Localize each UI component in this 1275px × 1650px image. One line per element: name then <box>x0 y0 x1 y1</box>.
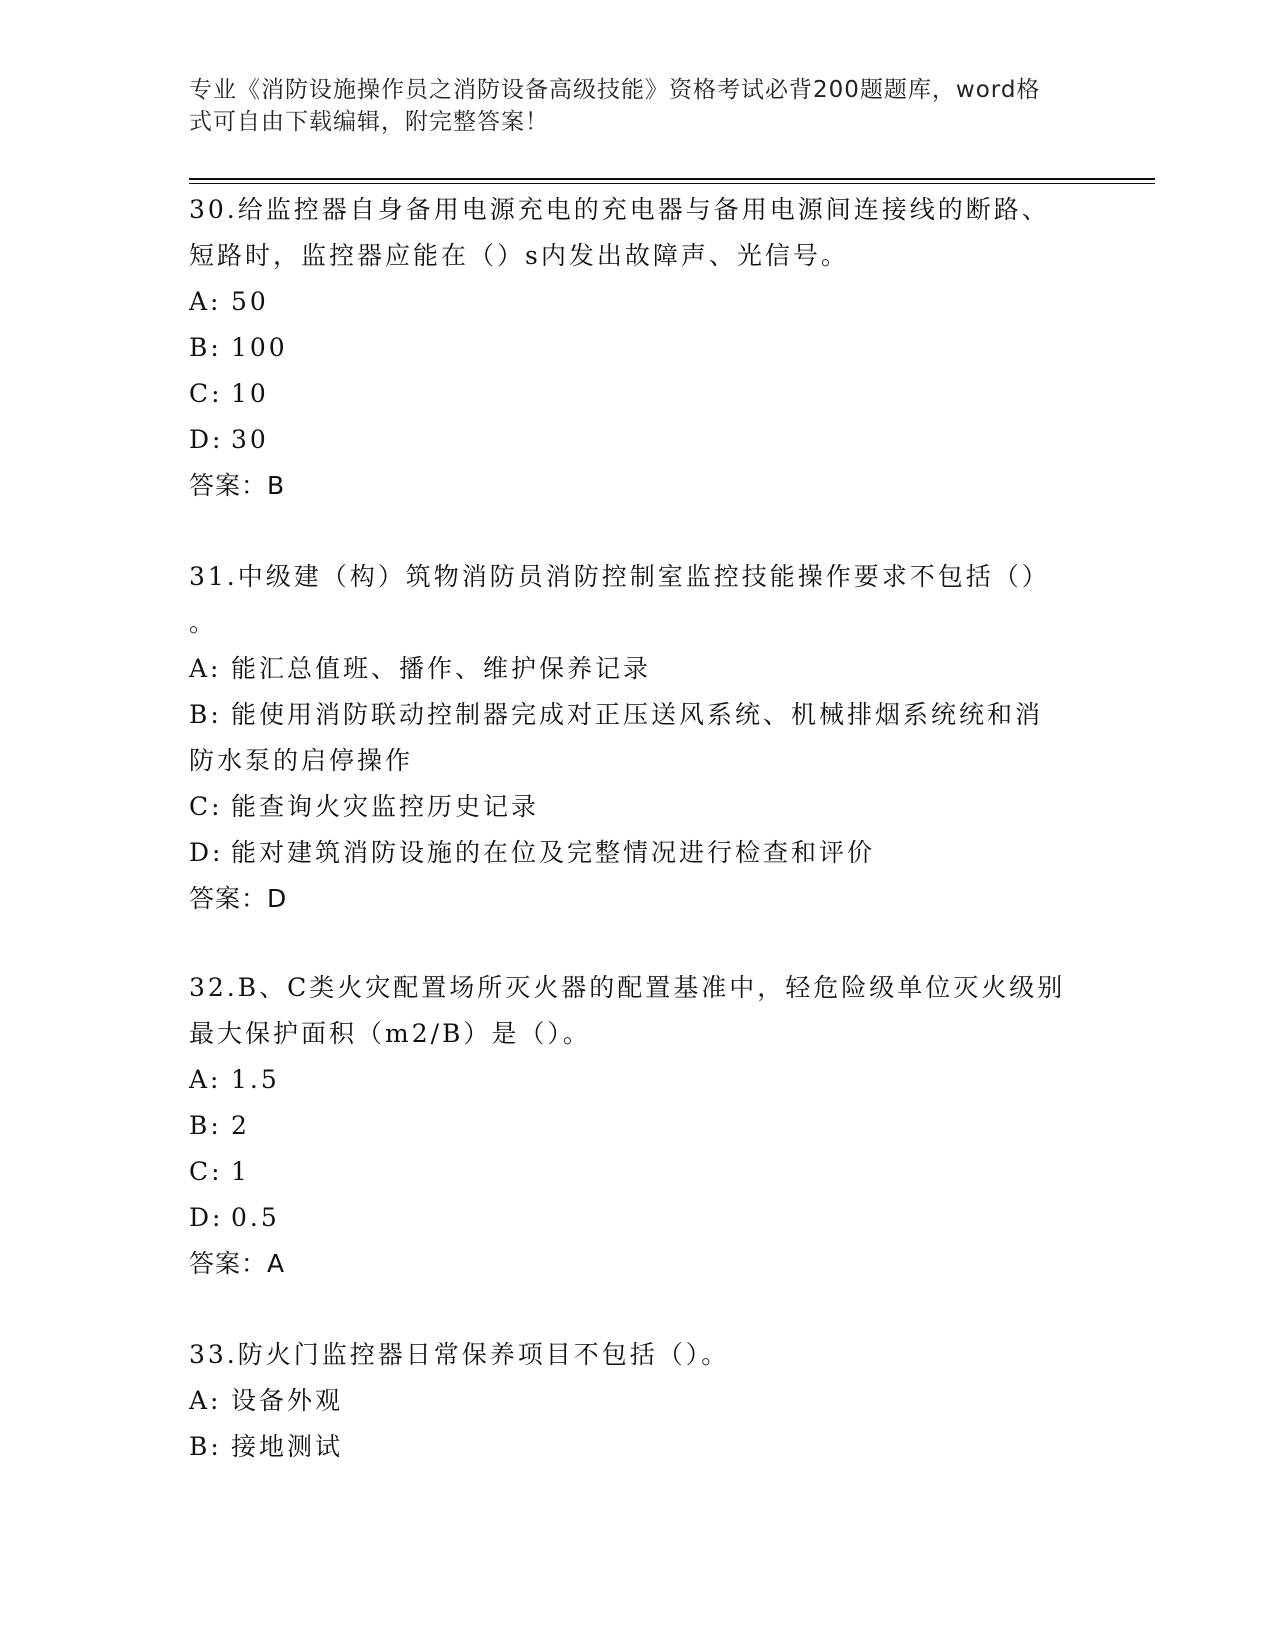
option-text: 能使用消防联动控制器完成对正压送风系统、机械排烟系统统和消 <box>231 700 1044 729</box>
question-stem-line: 31.中级建（构）筑物消防员消防控制室监控技能操作要求不包括（） <box>189 562 1050 591</box>
option-key: B: <box>189 700 222 729</box>
option-d <box>189 1195 1089 1241</box>
option-key: B: <box>189 333 222 362</box>
header-divider-thin <box>189 183 1155 184</box>
option-key: D: <box>189 838 224 867</box>
option-text: 能对建筑消防设施的在位及完整情况进行检查和评价 <box>231 838 876 867</box>
option-c <box>189 784 1089 830</box>
option-key: B: <box>189 1432 222 1461</box>
option-text: 1 <box>231 1157 250 1186</box>
question-stem-line: 33.防火门监控器日常保养项目不包括（）。 <box>189 1340 730 1369</box>
question-stem-line: 32.B、C类火灾配置场所灭火器的配置基准中，轻危险级单位灭火级别 <box>189 973 1066 1002</box>
option-text: 能查询火灾监控历史记录 <box>231 792 540 821</box>
option-key: C: <box>189 379 223 408</box>
question-33 <box>189 1332 1089 1470</box>
question-32 <box>189 965 1089 1287</box>
option-d <box>189 830 1089 876</box>
option-key: B: <box>189 1111 222 1140</box>
option-b-continuation: 防水泵的启停操作 <box>189 746 414 775</box>
option-c <box>189 371 1089 417</box>
header-line-2: 式可自由下载编辑，附完整答案！ <box>189 109 549 135</box>
option-text: 10 <box>231 379 269 408</box>
option-d <box>189 417 1089 463</box>
option-text: 30 <box>231 425 269 454</box>
question-stem-line: 短路时，监控器应能在（）s内发出故障声、光信号。 <box>189 241 849 270</box>
option-a <box>189 279 1089 325</box>
option-b <box>189 1103 1089 1149</box>
question-30 <box>189 187 1089 509</box>
answer-label: 答案：D <box>189 884 288 913</box>
option-key: A: <box>189 1065 222 1094</box>
question-stem-line: 30.给监控器自身备用电源充电的充电器与备用电源间连接线的断路、 <box>189 195 1050 224</box>
option-text: 设备外观 <box>231 1386 344 1415</box>
option-b <box>189 1424 1089 1470</box>
option-b <box>189 325 1089 371</box>
question-stem-line: 最大保护面积（m2/B）是（）。 <box>189 1019 591 1048</box>
option-text: 能汇总值班、播作、维护保养记录 <box>231 654 652 683</box>
option-key: D: <box>189 1203 224 1232</box>
answer-label: 答案：A <box>189 1249 286 1278</box>
option-text: 50 <box>231 287 269 316</box>
question-stem-line: 。 <box>189 608 218 637</box>
option-key: A: <box>189 1386 222 1415</box>
option-text: 1.5 <box>231 1065 280 1094</box>
option-key: D: <box>189 425 224 454</box>
option-text: 接地测试 <box>231 1432 344 1461</box>
option-a <box>189 1378 1089 1424</box>
header-divider-thick <box>189 178 1155 180</box>
option-c <box>189 1149 1089 1195</box>
option-text: 0.5 <box>231 1203 280 1232</box>
option-key: C: <box>189 1157 223 1186</box>
answer-label: 答案：B <box>189 471 286 500</box>
document-header <box>189 74 1069 138</box>
option-key: A: <box>189 287 222 316</box>
option-a <box>189 1057 1089 1103</box>
option-key: C: <box>189 792 223 821</box>
option-b <box>189 692 1089 738</box>
option-text: 2 <box>231 1111 250 1140</box>
header-line-1: 专业《消防设施操作员之消防设备高级技能》资格考试必背200题题库，word格 <box>189 77 1041 103</box>
question-31 <box>189 554 1089 922</box>
option-a <box>189 646 1089 692</box>
option-key: A: <box>189 654 222 683</box>
option-text: 100 <box>231 333 288 362</box>
